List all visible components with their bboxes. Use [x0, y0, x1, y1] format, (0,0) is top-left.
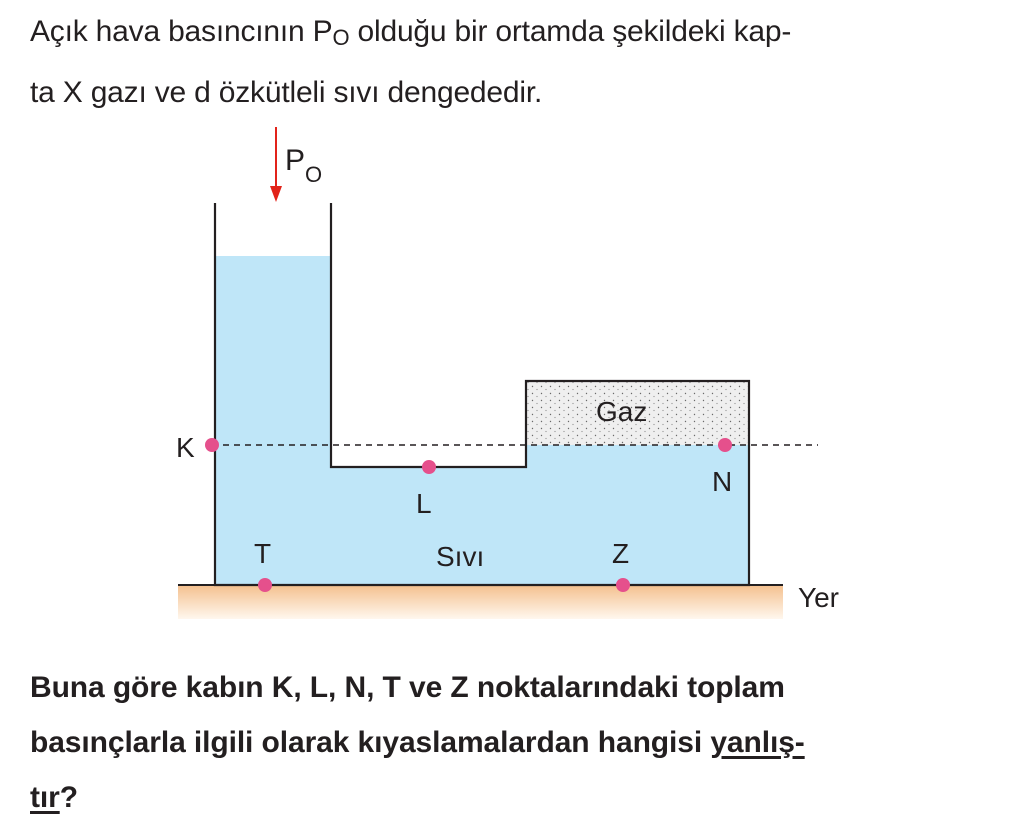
point-t-label: T [254, 538, 272, 569]
point-l-dot [422, 460, 436, 474]
liquid-label: Sıvı [436, 541, 485, 572]
intro-text-3: ta X gazı ve d özkütleli sıvı dengededir. [30, 76, 543, 109]
question-line-1: Buna göre kabın K, L, N, T ve Z noktalarındaki toplam [30, 671, 785, 704]
point-t-dot [258, 578, 272, 592]
pressure-label: $P_O$ [285, 144, 323, 187]
intro-text-1: Açık hava basıncının P [30, 15, 333, 48]
intro-text-2: olduğu bir ortamda şekildeki kap- [349, 15, 792, 48]
point-z-label: Z [612, 538, 630, 569]
pressure-arrow-head [270, 186, 282, 202]
question-emphasis-1: yanlış- [710, 726, 805, 759]
gas-label: Gaz [596, 396, 648, 427]
point-l-label: L [416, 488, 432, 519]
question-emphasis-2: tır [30, 781, 60, 814]
ground-label: Yer [798, 582, 840, 613]
question-line-2: basınçlarla ilgili olarak kıyaslamalardan hangisi [30, 726, 711, 759]
point-k-dot [205, 438, 219, 452]
point-n-label: N [712, 466, 733, 497]
point-n-dot [718, 438, 732, 452]
question-mark: ? [59, 781, 78, 814]
intro-subscript: O [332, 25, 350, 50]
point-k-label: K [176, 432, 195, 463]
point-z-dot [616, 578, 630, 592]
question-text [30, 660, 1010, 825]
